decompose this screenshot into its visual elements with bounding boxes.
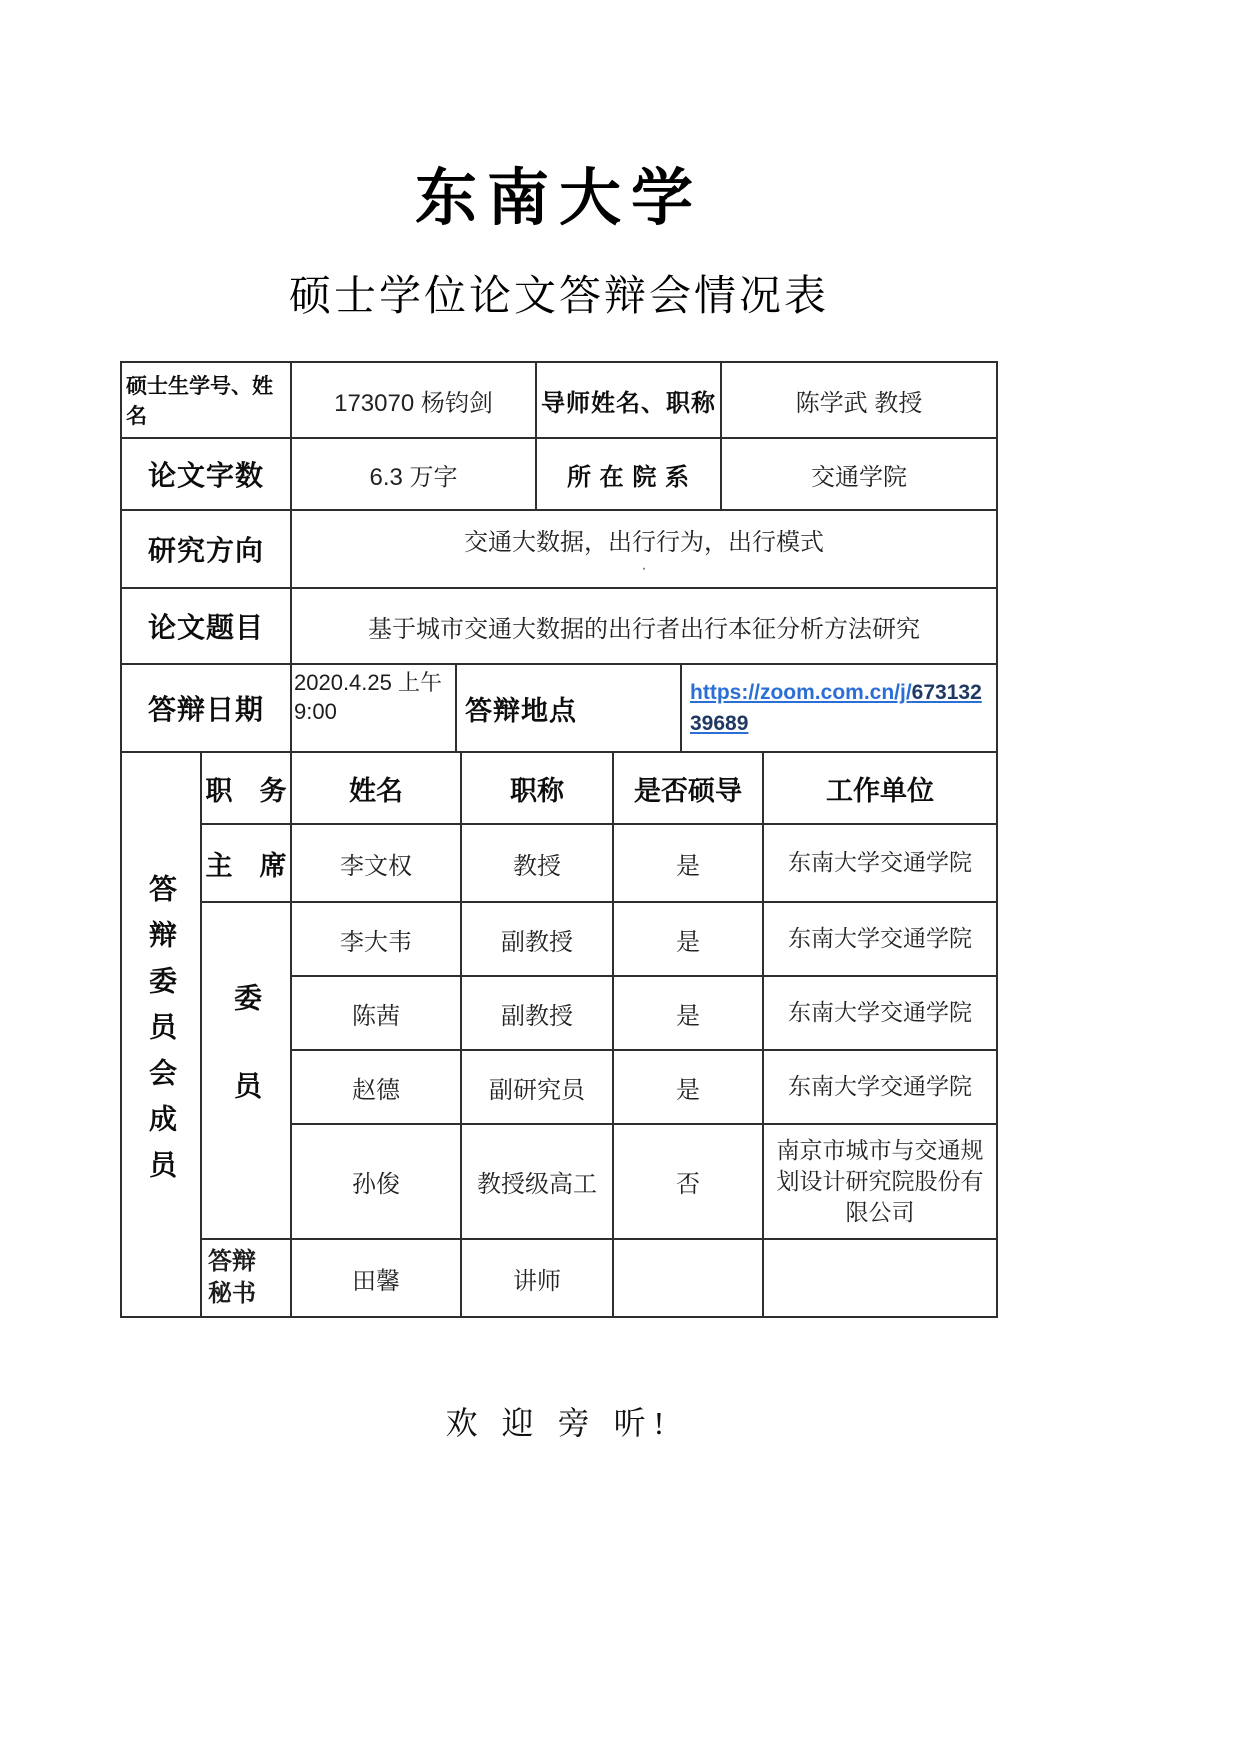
department-label: 所 在 院 系 [537, 439, 722, 511]
member-name: 李大韦 [292, 903, 462, 977]
committee-header-row [202, 753, 998, 825]
member-title: 副教授 [462, 977, 614, 1051]
committee-side-label: 答辩委员会成员 [146, 873, 177, 1196]
member-title: 副教授 [462, 903, 614, 977]
member-organization: 东南大学交通学院 [764, 977, 998, 1051]
defense-venue-value-cell [682, 665, 998, 753]
member-organization: 东南大学交通学院 [764, 825, 998, 903]
defense-venue-label: 答辩地点 [457, 665, 682, 753]
welcome-note: 欢 迎 旁 听! [445, 1405, 673, 1441]
committee-member-row [292, 1125, 998, 1240]
defense-date-value: 2020.4.25 上午 9:00 [292, 665, 457, 753]
defense-date-label: 答辩日期 [122, 665, 292, 753]
defense-info-table [120, 361, 998, 1318]
committee-table [202, 753, 998, 1318]
zoom-meeting-link[interactable] [690, 677, 988, 740]
members-role-cell [202, 903, 292, 1240]
table-row-topic [122, 589, 998, 665]
table-row-wordcount [122, 439, 998, 511]
member-organization [764, 1240, 998, 1318]
secretary-role-cell [202, 1240, 292, 1318]
secretary-role-label: 答辩秘书 [208, 1247, 256, 1307]
members-rows [292, 903, 998, 1240]
committee-member-row [292, 977, 998, 1051]
header-name: 姓名 [292, 753, 462, 825]
members-role-label: 委员 [231, 982, 262, 1159]
committee-member-row [292, 903, 998, 977]
research-direction-label: 研究方向 [122, 511, 292, 589]
committee-member-row [292, 1051, 998, 1125]
member-is-advisor [614, 1240, 764, 1318]
word-count-value: 6.3 万字 [292, 439, 537, 511]
thesis-topic-value: 基于城市交通大数据的出行者出行本征分析方法研究 [292, 589, 998, 665]
member-name: 田馨 [292, 1240, 462, 1318]
university-title: 东南大学 [414, 165, 703, 233]
header-role: 职 务 [202, 753, 292, 825]
table-row-defense-date [122, 665, 998, 753]
member-is-advisor: 是 [614, 903, 764, 977]
committee-section [122, 753, 998, 1318]
student-id-name-value: 173070 杨钧剑 [292, 363, 537, 439]
research-direction-value: 交通大数据，出行行为，出行模式 [464, 528, 824, 556]
department-value: 交通学院 [722, 439, 998, 511]
advisor-value: 陈学武 教授 [722, 363, 998, 439]
member-organization: 南京市城市与交通规划设计研究院股份有限公司 [764, 1125, 998, 1240]
research-footnote-dot: · [641, 559, 647, 577]
member-is-advisor: 否 [614, 1125, 764, 1240]
form-title: 硕士学位论文答辩会情况表 [288, 274, 829, 320]
advisor-label: 导师姓名、职称 [537, 363, 722, 439]
member-is-advisor: 是 [614, 825, 764, 903]
member-is-advisor: 是 [614, 1051, 764, 1125]
member-organization: 东南大学交通学院 [764, 1051, 998, 1125]
member-name: 陈茜 [292, 977, 462, 1051]
header-is-advisor: 是否硕导 [614, 753, 764, 825]
member-name: 李文权 [292, 825, 462, 903]
chair-role-label: 主 席 [202, 825, 292, 903]
member-is-advisor: 是 [614, 977, 764, 1051]
member-title: 讲师 [462, 1240, 614, 1318]
member-name: 孙俊 [292, 1125, 462, 1240]
committee-side-cell [122, 753, 202, 1318]
member-name: 赵德 [292, 1051, 462, 1125]
thesis-topic-label: 论文题目 [122, 589, 292, 665]
zoom-link-number: 67313239689 [690, 680, 982, 735]
document-content [120, 0, 998, 1444]
student-id-name-label: 硕士生学号、姓名 [122, 363, 292, 439]
research-direction-block [464, 522, 824, 577]
zoom-link-prefix: https://zoom.com.cn/j/ [690, 680, 912, 704]
research-direction-value-cell [292, 511, 998, 589]
header-title: 职称 [462, 753, 614, 825]
committee-secretary-row [202, 1240, 998, 1318]
member-title: 副研究员 [462, 1051, 614, 1125]
header-organization: 工作单位 [764, 753, 998, 825]
word-count-label: 论文字数 [122, 439, 292, 511]
committee-members-block [202, 903, 998, 1240]
member-organization: 东南大学交通学院 [764, 903, 998, 977]
table-row-research [122, 511, 998, 589]
member-title: 教授 [462, 825, 614, 903]
member-title: 教授级高工 [462, 1125, 614, 1240]
table-row-student [122, 363, 998, 439]
committee-chair-row [202, 825, 998, 903]
